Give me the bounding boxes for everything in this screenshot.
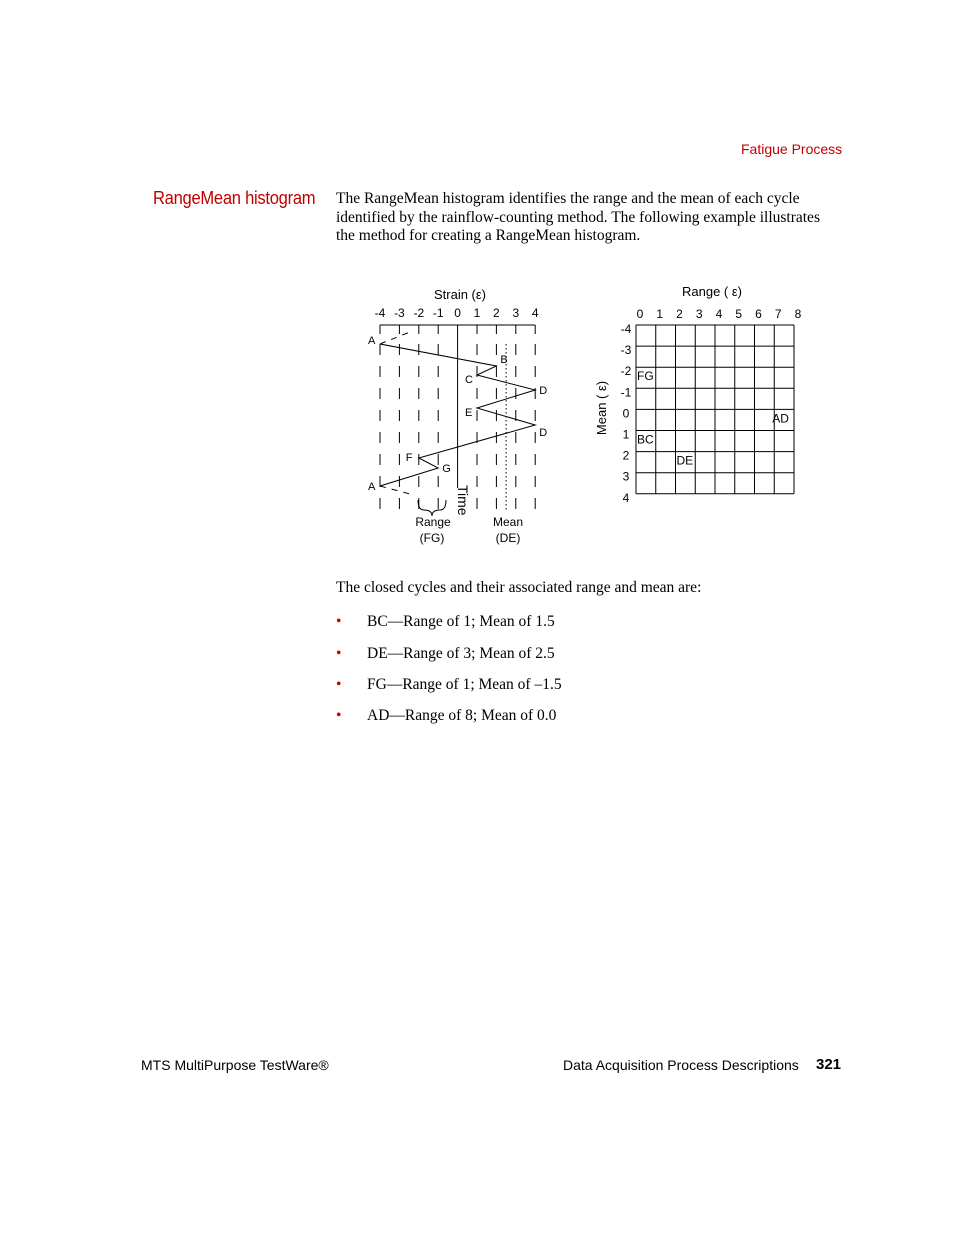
strain-point-label: A	[368, 481, 376, 493]
histogram-x-tick: 3	[695, 307, 703, 321]
histogram-y-tick: 1	[622, 427, 630, 442]
running-header: Fatigue Process	[741, 141, 843, 157]
strain-point-label: D	[539, 385, 548, 397]
section-title: RangeMean histogram	[153, 188, 316, 208]
intro-paragraph: The RangeMean histogram identifies the range and the mean of each cycle identified by the rainflow-counting method. The following example illustrates the method for creating a RangeMean histogram.	[336, 190, 820, 244]
strain-point-label: F	[405, 452, 413, 464]
mean-brace-label-sub: (DE)	[495, 531, 521, 545]
bullet-marker: •	[336, 676, 342, 693]
histogram-y-tick: -1	[620, 385, 632, 400]
histogram-cell-label: BC	[637, 432, 654, 447]
histogram-x-tick: 2	[676, 307, 683, 321]
time-axis-label: Time	[455, 485, 471, 516]
histogram-x-tick: 6	[755, 307, 762, 321]
histogram-y-tick: -3	[620, 343, 632, 358]
histogram-y-tick: 3	[622, 469, 630, 484]
list-item-text: FG—Range of 1; Mean of –1.5	[367, 676, 562, 693]
closing-sentence: The closed cycles and their associated range and mean are:	[336, 579, 702, 596]
strain-tick-label: -2	[413, 306, 425, 320]
histogram-cell-label: FG	[637, 369, 654, 384]
histogram-x-tick: 7	[774, 307, 782, 321]
strain-extension	[380, 486, 410, 494]
strain-diagram	[368, 287, 547, 545]
figure	[360, 278, 810, 553]
strain-tick-label: 4	[531, 306, 539, 320]
strain-point-label: G	[442, 463, 451, 475]
histogram-cell-label: AD	[772, 411, 789, 426]
strain-tick-label: 0	[454, 306, 461, 320]
list-item-text: DE—Range of 3; Mean of 2.5	[367, 645, 555, 662]
histogram-ylabel: Mean ( ε)	[594, 380, 609, 436]
strain-point-label: E	[465, 407, 473, 419]
histogram-cell-label: DE	[676, 453, 694, 468]
page-number: 321	[816, 1056, 842, 1073]
strain-tick-label: 3	[512, 306, 520, 320]
histogram-y-tick: -2	[620, 364, 632, 379]
strain-point-label: B	[500, 354, 508, 366]
range-brace	[418, 500, 446, 516]
histogram-xlabel: Range ( ε)	[682, 284, 742, 299]
strain-point-label: A	[368, 335, 376, 347]
histogram-x-tick: 1	[656, 307, 664, 321]
strain-title: Strain (ε)	[433, 287, 487, 302]
strain-tick-label: 2	[493, 306, 500, 320]
strain-point-label: D	[539, 427, 548, 439]
range-brace-label-sub: (FG)	[419, 531, 445, 545]
mean-brace-label: Mean	[492, 515, 524, 529]
strain-tick-label: 1	[473, 306, 481, 320]
list-item-text: BC—Range of 1; Mean of 1.5	[367, 613, 555, 630]
histogram-y-tick: 2	[622, 448, 630, 463]
strain-extension	[380, 332, 410, 344]
strain-tick-label: -3	[394, 306, 405, 320]
footer-left: MTS MultiPurpose TestWare®	[141, 1057, 329, 1073]
histogram-y-tick: -4	[620, 322, 632, 336]
histogram-x-tick: 0	[636, 307, 644, 321]
footer-right: Data Acquisition Process Descriptions	[563, 1057, 799, 1073]
histogram-x-tick: 4	[715, 307, 723, 321]
histogram-y-tick: 4	[622, 490, 630, 505]
bullet-marker: •	[336, 645, 342, 662]
strain-point-label: C	[465, 374, 473, 386]
strain-tick-label: -4	[374, 306, 386, 320]
list-item-text: AD—Range of 8; Mean of 0.0	[367, 707, 557, 724]
bullet-marker: •	[336, 613, 342, 630]
histogram-x-tick: 5	[735, 307, 743, 321]
strain-tick-label: -1	[432, 306, 444, 320]
histogram-y-tick: 0	[622, 406, 630, 421]
range-brace-label: Range	[415, 515, 451, 529]
bullet-marker: •	[336, 707, 342, 724]
rangemean-histogram	[594, 284, 802, 505]
histogram-x-tick: 8	[794, 307, 802, 321]
